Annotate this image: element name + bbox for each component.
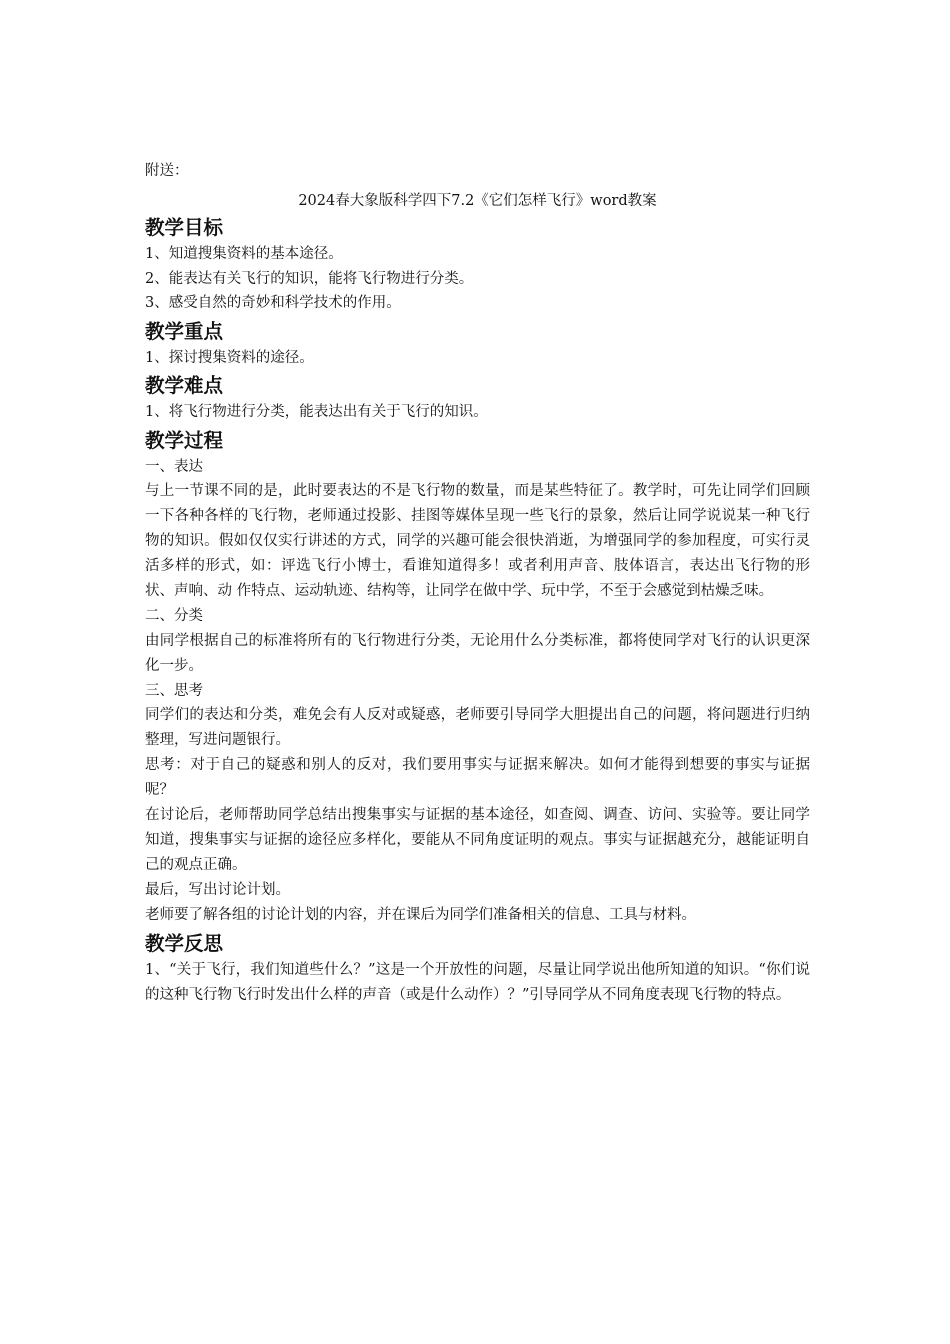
document-title: 2024春大象版科学四下7.2《它们怎样飞行》word教案 bbox=[298, 193, 657, 209]
list-item: 1、将飞行物进行分类，能表达出有关于飞行的知识。 bbox=[145, 404, 488, 420]
list-item: 1、探讨搜集资料的途径。 bbox=[145, 349, 314, 366]
paragraph: 由同学根据自己的标准将所有的飞行物进行分类，无论用什么分类标准，都将使同学对飞行的认识更深化一步。 bbox=[145, 632, 810, 674]
section-objectives bbox=[145, 212, 810, 316]
list-item: 3、感受自然的奇妙和科学技术的作用。 bbox=[145, 295, 401, 311]
section-reflection bbox=[145, 928, 810, 1008]
paragraph: 在讨论后，老师帮助同学总结出搜集事实与证据的基本途径，如查阅、调查、访问、实验等。要让同学知道，搜集事实与证据的途径应多样化，要能从不同角度证明的观点。事实与证据越充分，越能证明自己的观点正确。 bbox=[145, 807, 810, 873]
section-heading: 教学难点 bbox=[145, 374, 224, 397]
subheading: 一、表达 bbox=[145, 458, 203, 475]
paragraph: 同学们的表达和分类，难免会有人反对或疑惑，老师要引导同学大胆提出自己的问题，将问题进行归纳整理，写进问题银行。 bbox=[145, 707, 810, 748]
paragraph: 最后，写出讨论计划。 bbox=[145, 882, 290, 898]
paragraph: 与上一节课不同的是，此时要表达的不是飞行物的数量，而是某些特征了。教学时，可先让同学们回顾一下各种各样的飞行物，老师通过投影、挂图等媒体呈现一些飞行的景象，然后让同学说说某一种飞行物的知识。假如仅仅实行讲述的方式，同学的兴趣可能会很快消逝，为增强同学的参加程度，可实行灵活多样的形式，如：评选飞行小博士，看谁知道得多！或者利用声音、肢体语言，表达出飞行物的形状、声响、动 作特点、运动轨迹、结构等，让同学在做中学、玩中学，不至于会感觉到枯燥乏味。 bbox=[145, 483, 810, 599]
prefix-text: 附送： bbox=[145, 163, 189, 179]
section-key-points bbox=[145, 316, 810, 371]
list-item: 2、能表达有关飞行的知识，能将飞行物进行分类。 bbox=[145, 270, 474, 287]
subheading: 二、分类 bbox=[145, 608, 203, 624]
list-item: 1、知道搜集资料的基本途径。 bbox=[145, 246, 343, 262]
subheading: 三、思考 bbox=[145, 682, 203, 699]
section-heading: 教学反思 bbox=[145, 931, 224, 955]
paragraph: 1、“关于飞行，我们知道些什么？”这是一个开放性的问题，尽量让同学说出他所知道的知识。“你们说的这种飞行物飞行时发出什么样的声音（或是什么动作）？”引导同学从不同角度表现飞行物的特点。 bbox=[145, 961, 810, 1003]
section-heading: 教学目标 bbox=[145, 216, 224, 239]
section-heading: 教学重点 bbox=[145, 319, 224, 343]
paragraph: 思考：对于自己的疑惑和别人的反对，我们要用事实与证据来解决。如何才能得到想要的事实与证据呢？ bbox=[145, 757, 810, 798]
document-page bbox=[145, 160, 810, 1008]
section-difficulties bbox=[145, 370, 810, 425]
section-heading: 教学过程 bbox=[145, 428, 224, 452]
paragraph: 老师要了解各组的讨论计划的内容，并在课后为同学们准备相关的信息、工具与材料。 bbox=[145, 906, 696, 923]
section-process bbox=[145, 425, 810, 928]
